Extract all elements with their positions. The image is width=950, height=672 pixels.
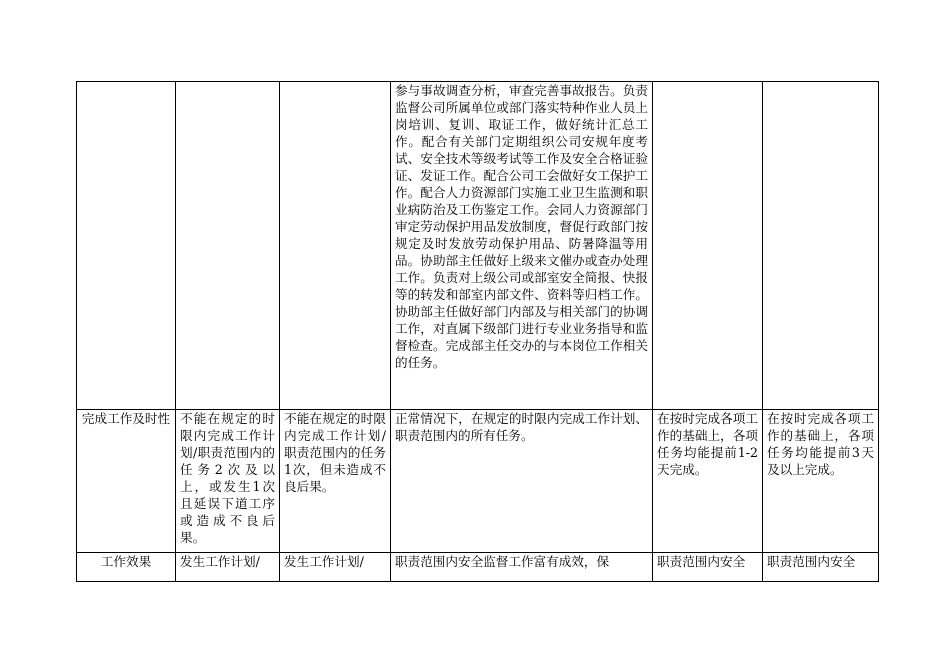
table-cell: 职责范围内安全	[763, 553, 879, 582]
table-cell: 发生工作计划/	[280, 553, 391, 582]
row-label: 完成工作及时性	[77, 410, 176, 553]
table-cell	[763, 82, 879, 410]
table-cell	[176, 82, 280, 410]
table-cell: 发生工作计划/	[176, 553, 280, 582]
table-cell	[653, 82, 763, 410]
row-label: 工作效果	[77, 553, 176, 582]
table-cell: 职责范围内安全监督工作富有成效，保	[391, 553, 653, 582]
table-cell: 在按时完成各项工作的基础上，各项任务均能提前1-2天完成。	[653, 410, 763, 553]
table-cell	[280, 82, 391, 410]
table-cell: 职责范围内安全	[653, 553, 763, 582]
row-label	[77, 82, 176, 410]
table-row	[77, 82, 879, 410]
table-cell: 不能在规定的时限内完成工作计划/职责范围内的任务1次，但未造成不良后果。	[280, 410, 391, 553]
assessment-table	[76, 81, 879, 582]
table-cell: 不能在规定的时限内完成工作计划/职责范围内的任务2次及以上，或发生1次且延误下道工序或造成不良后果。	[176, 410, 280, 553]
table-cell: 参与事故调查分析，审查完善事故报告。负责监督公司所属单位或部门落实特种作业人员上岗培训、复训、取证工作，做好统计汇总工作。配合有关部门定期组织公司安规年度考试、安全技术等级考试等工作及安全合格证验证、发证工作。配合公司工会做好女工保护工作。配合人力资源部门实施工业卫生监测和职业病防治及工伤鉴定工作。会同人力资源部门审定劳动保护用品发放制度，督促行政部门按规定及时发放劳动保护用品、防暑降温等用品。协助部主任做好上级来文催办或查办处理工作。负责对上级公司或部室安全简报、快报等的转发和部室内部文件、资料等归档工作。协助部主任做好部门内部及与相关部门的协调工作，对直属下级部门进行专业业务指导和监督检查。完成部主任交办的与本岗位工作相关的任务。	[391, 82, 653, 410]
table-row	[77, 410, 879, 553]
table-cell: 正常情况下，在规定的时限内完成工作计划、职责范围内的所有任务。	[391, 410, 653, 553]
table-row	[77, 553, 879, 582]
table-cell: 在按时完成各项工作的基础上，各项任务均能提前3天及以上完成。	[763, 410, 879, 553]
